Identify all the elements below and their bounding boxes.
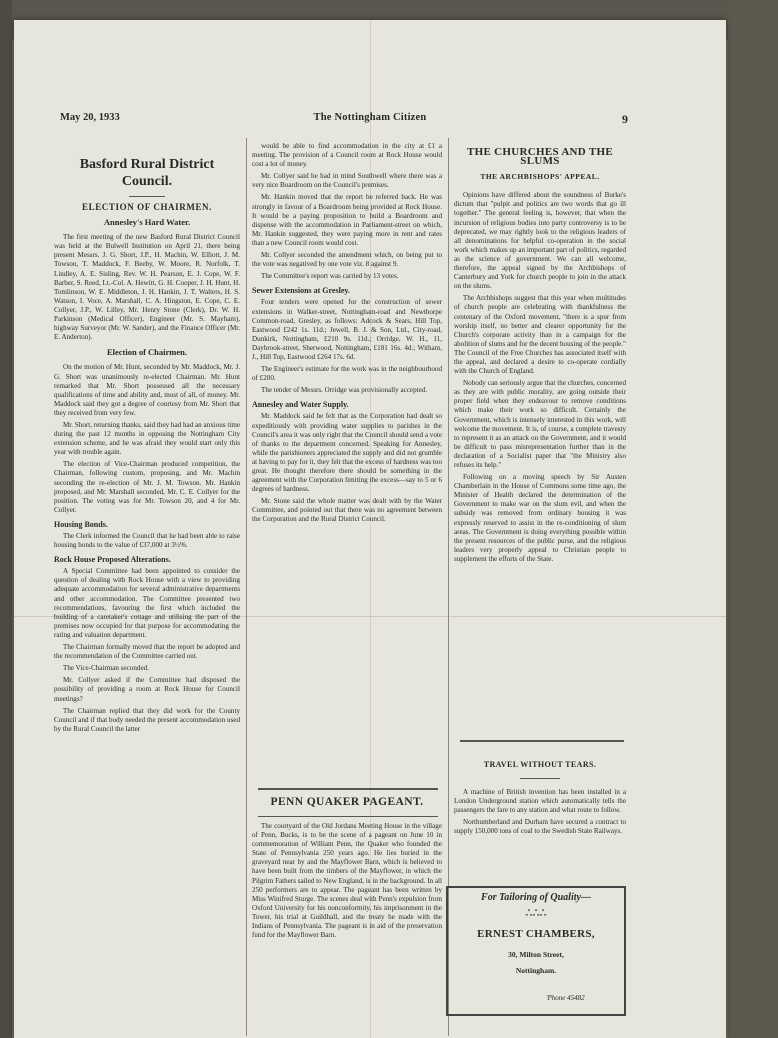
paragraph: Mr. Hankin moved that the report be referred back. He was strongly in favour of a Boardroom being provided at Rock House. It would be a paying proposition to build a Boardroom and dispense with the accommodation in Parliament-street on which, Mr. Hankin suggested, they were paying more in rent and rates than a new Council room would cost. — [252, 193, 442, 247]
paragraph: The Archbishops suggest that this year when multitudes of church people are celebrating with thankfulness the centenary of the Oxford movement, "there is a spur from worship itself, no better and clearer opportunity for the Church's corporate activity than in a campaign for the abolition of slums and for the decent housing of the people." The Council of the Free Churches has associated itself with the appeal, and declared a desire to co-operate cordially with the Church of England. — [454, 294, 626, 376]
page-header — [14, 112, 726, 130]
ad-address: 30, Milton Street, — [508, 950, 564, 959]
paragraph: The Committee's report was carried by 13 votes. — [261, 272, 399, 281]
paragraph: Northumberland and Durham have secured a contract to supply 150,000 tons of coal to the Swedish State Railways. — [454, 818, 626, 836]
paragraph: Mr. Short, returning thanks, said they had had an anxious time during the past 12 months in opposing the Nottingham City extension scheme, and he was afraid they would start only this year with trouble again. — [54, 420, 240, 457]
section-rule-thin — [258, 816, 438, 817]
page-number: 9 — [622, 112, 628, 126]
paragraph: Mr. Collyer said he had in mind Southwell where there was a very nice Boardroom on the Council's premises. — [252, 172, 442, 190]
column-council-continued — [252, 142, 442, 782]
paragraph: The Clerk informed the Council that he had been able to raise housing bonds to the value of £37,000 at 3½%. — [54, 532, 240, 550]
paragraph: On the motion of Mr. Hunt, seconded by Mr. Maddock, Mr. J. G. Short was unanimously re-elected Chairman. Mr. Hunt remarked that Mr. Short possessed all the necessary qualifications of time and ability and, most of all, of money. Mr. Maddock said they got a degree of courtesy from Mr. Short that they received from very few. — [54, 363, 240, 417]
paragraph: The courtyard of the Old Jordans Meeting House in the village of Penn, Bucks, is to be the scene of a pageant on June 10 in commemoration of William Penn, the Quaker who founded the State of Pennsylvania 250 years ago. He lies buried in the graveyard near by and the Mayflower Barn, which is believed to have been built from the timbers of the Mayflower, in which the Pilgrim Fathers sailed to New England, is in the background. In all 250 performers are to appear. The pageant has been written by Miss Winifred Sturge. The scenes deal with Penn's expulsion from Oxford University for his nonconformity, his imprisonment in the Tower, his trial at Guildhall, and the treaty he made with the Indians of Pennsylvania. The pageant is in aid of the preservation fund for the Mayflower Barn. — [252, 822, 442, 940]
scan-backdrop-right — [728, 0, 778, 1038]
paragraph: Four tenders were opened for the construction of sewer extensions in Walker-street, Nottingham-road and Newthorpe Common-road, Gresley, as follows: Adcock & Sears, Hill Top, Eastwood £242 1s. 11d.; Jewell, B. J. & Son, Ltd., City-road, Dunkirk, Nottingham, £210 9s. 11d.; Orridge, W. H., 11, Daybrook-street, Sherwood, Nottingham, £181 16s. 4d.; Witham, J., Hill Top, Eastwood £264 17s. 6d. — [252, 298, 442, 361]
paragraph: The Engineer's estimate for the work was in the neighbourhood of £200. — [252, 365, 442, 383]
paragraph: The Chairman replied that they did work for the County Council and if that body needed the present accommodation used by the Rural Council the latter — [54, 706, 240, 733]
publication-title: The Nottingham Citizen — [313, 112, 427, 123]
section-heading: Election of Chairmen. — [106, 347, 188, 358]
tailor-advertisement — [446, 886, 626, 1016]
section-heading: Rock House Proposed Alterations. — [54, 555, 171, 565]
paragraph: The Vice-Chairman seconded. — [63, 664, 149, 673]
section-heading: Housing Bonds. — [54, 519, 108, 529]
issue-date: May 20, 1933 — [60, 112, 120, 123]
scan-backdrop-left — [0, 0, 12, 1038]
article-subtitle: ELECTION OF CHAIRMEN. — [81, 202, 213, 212]
paragraph: would be able to find accommodation in the city at £1 a meeting. The provision of a Council room at Rock House would cost a lot of money. — [252, 142, 442, 169]
column-basford-council — [54, 142, 240, 1036]
ad-business-name: ERNEST CHAMBERS, — [477, 928, 595, 940]
paragraph: A machine of British invention has been installed in a London Underground station which automatically tells the passengers the fare to any station and what route to follow. — [454, 788, 626, 815]
newspaper-page — [14, 20, 726, 1038]
section-heading: Annesley and Water Supply. — [252, 400, 349, 410]
paragraph: Mr. Stone said the whole matter was dealt with by the Water Committee, and pointed out that there was no agreement between the Corporation and the Rural District Council. — [252, 497, 442, 524]
paragraph: Mr. Maddock said he felt that as the Corporation had dealt so expeditiously with providing water supplies to parishes in the Council's area it was only right that the Council should send a vote of thanks to the department concerned. Speaking for Annesley, while the parishioners appreciated the supply and did not grumble at having to pay for it, they felt that the excess of hardness was too great. He thought therefore there should be something in the agreement with the Corporation limiting the excess—say to 5 or 6 degrees of hardness. — [252, 412, 442, 494]
title-divider — [129, 196, 165, 197]
paragraph: The tender of Messrs. Orridge was provisionally accepted. — [261, 386, 428, 395]
paragraph: Following on a moving speech by Sir Austen Chamberlain in the House of Commons some time ago, the Minister of Health declared the determination of the Government to make war on the slum evil, and when the subsidy was removed from ordinary housing it was expressly reserved to assist in the re-conditioning of slum areas. The Government is doing everything possible within the present resources of the public purse, and the religious leaders very properly appeal to Christian people to supplement the efforts of the State. — [454, 473, 626, 563]
ad-phone: 'Phone 45482 — [546, 994, 585, 1002]
article-subtitle: THE ARCHBISHOPS' APPEAL. — [480, 172, 600, 182]
article-title: Basford Rural District Council. — [79, 157, 215, 189]
ad-ornament: ஃஃஃ — [525, 908, 547, 918]
paragraph: A Special Committee had been appointed to consider the question of dealing with Rock House with a view to providing adequate accommodation for several administrative departments and other accommodation. The Committee presented two recommendations, favouring the first which included the building of a caretaker's cottage and utilising the part of the premises now occupied for that purpose for accommodating the rating and valuation department. — [54, 567, 240, 639]
paragraph: The Chairman formally moved that the report be adopted and the recommendation of the Committee carried out. — [54, 643, 240, 661]
title-divider — [520, 778, 560, 779]
section-rule — [258, 788, 438, 790]
article-title: THE CHURCHES AND THE SLUMS — [466, 146, 614, 168]
ad-tagline: For Tailoring of Quality— — [481, 892, 591, 903]
paragraph: Mr. Collyer seconded the amendment which, on being put to the vote was negatived by one vote viz. 8 against 9. — [252, 251, 442, 269]
section-rule — [460, 740, 624, 742]
ad-city: Nottingham. — [515, 966, 557, 975]
penn-article-title: PENN QUAKER PAGEANT. — [270, 796, 424, 808]
paragraph: The election of Vice-Chairman produced competition, the Chairman, following custom, proposing, and Mr. Machin seconding the re-election of Mr. J. M. Towson. Mr. Hankin proposed, and Mr. Marshall seconded, Mr. C. E. Collyer for the position. The voting was for Mr. Towson 20, and 4 for Mr. Collyer. — [54, 460, 240, 514]
paragraph: Nobody can seriously argue that the churches, concerned as they are with public morality, are going outside their proper field when they endeavour to remove conditions which make their work so difficult. Certainly the Government, which is intensely interested in this work, will welcome the movement. It is, of course, a complete travesty to represent it as an attack on the Government, and it would be difficult to pass misrepresentation further than in the declaration of a Socialist paper that "the Ministry also refuses its help." — [454, 379, 626, 469]
section-heading: Sewer Extensions at Gresley. — [252, 286, 350, 296]
column-rule-1 — [246, 138, 247, 1036]
paragraph: Opinions have differed about the soundness of Burke's dictum that "pulpit and politics are two words that go ill together." The general feeling is, however, that when the incursion of religious bodies into party controversy is to be deprecated, we may rightly look to the religious leaders of all denominations for helpful co-operation in the social work which makes up an important part of politics, regarded as the science of government. We can all welcome, therefore, the appeal signed by the Archbishops of Canterbury and York for church people to join in the attack on the slums. — [454, 191, 626, 291]
column-churches-slums — [454, 142, 626, 742]
penn-article-body — [252, 822, 442, 1032]
travel-article-title: TRAVEL WITHOUT TEARS. — [483, 760, 597, 769]
paragraph: The first meeting of the new Basford Rural District Council was held at the Bulwell Institution on April 21, there being present Messrs. J. G. Short, J.P., H. Machin, W. Elliott, J. M. Towson, T. Maddock, F. Beeby, W. Moore, R. Norfolk, T. Lindley, A. E. Sisling, Rev. W. H. Pearson, E. J. Cope, W. F. Barber, S. Reed, Lt.-Col. A. Hewitt, G. H. Cooper, J. H. Hunt, H. Tomlinson, W. E. Middleton, J. H. Hankin, J. T. Walters, H. S. Watson, I. Voce, A. Marshall, C. A. Hingston, E. Cope, C. E. Collyer, J.P., W. Lilley, Mr. Henry Stone (Clerk), Dr. W. H. Parkinson (Medical Officer), Engineer (Mr. S. Mayham), highway Surveyor (Mr. W. Sander), and the Finance Officer (Mr. E. Anderton). — [54, 233, 240, 342]
paragraph: Mr. Collyer asked if the Committee had disposed the possibility of providing a room at Rock House for Council meetings? — [54, 676, 240, 703]
section-heading: Annesley's Hard Water. — [103, 217, 191, 228]
